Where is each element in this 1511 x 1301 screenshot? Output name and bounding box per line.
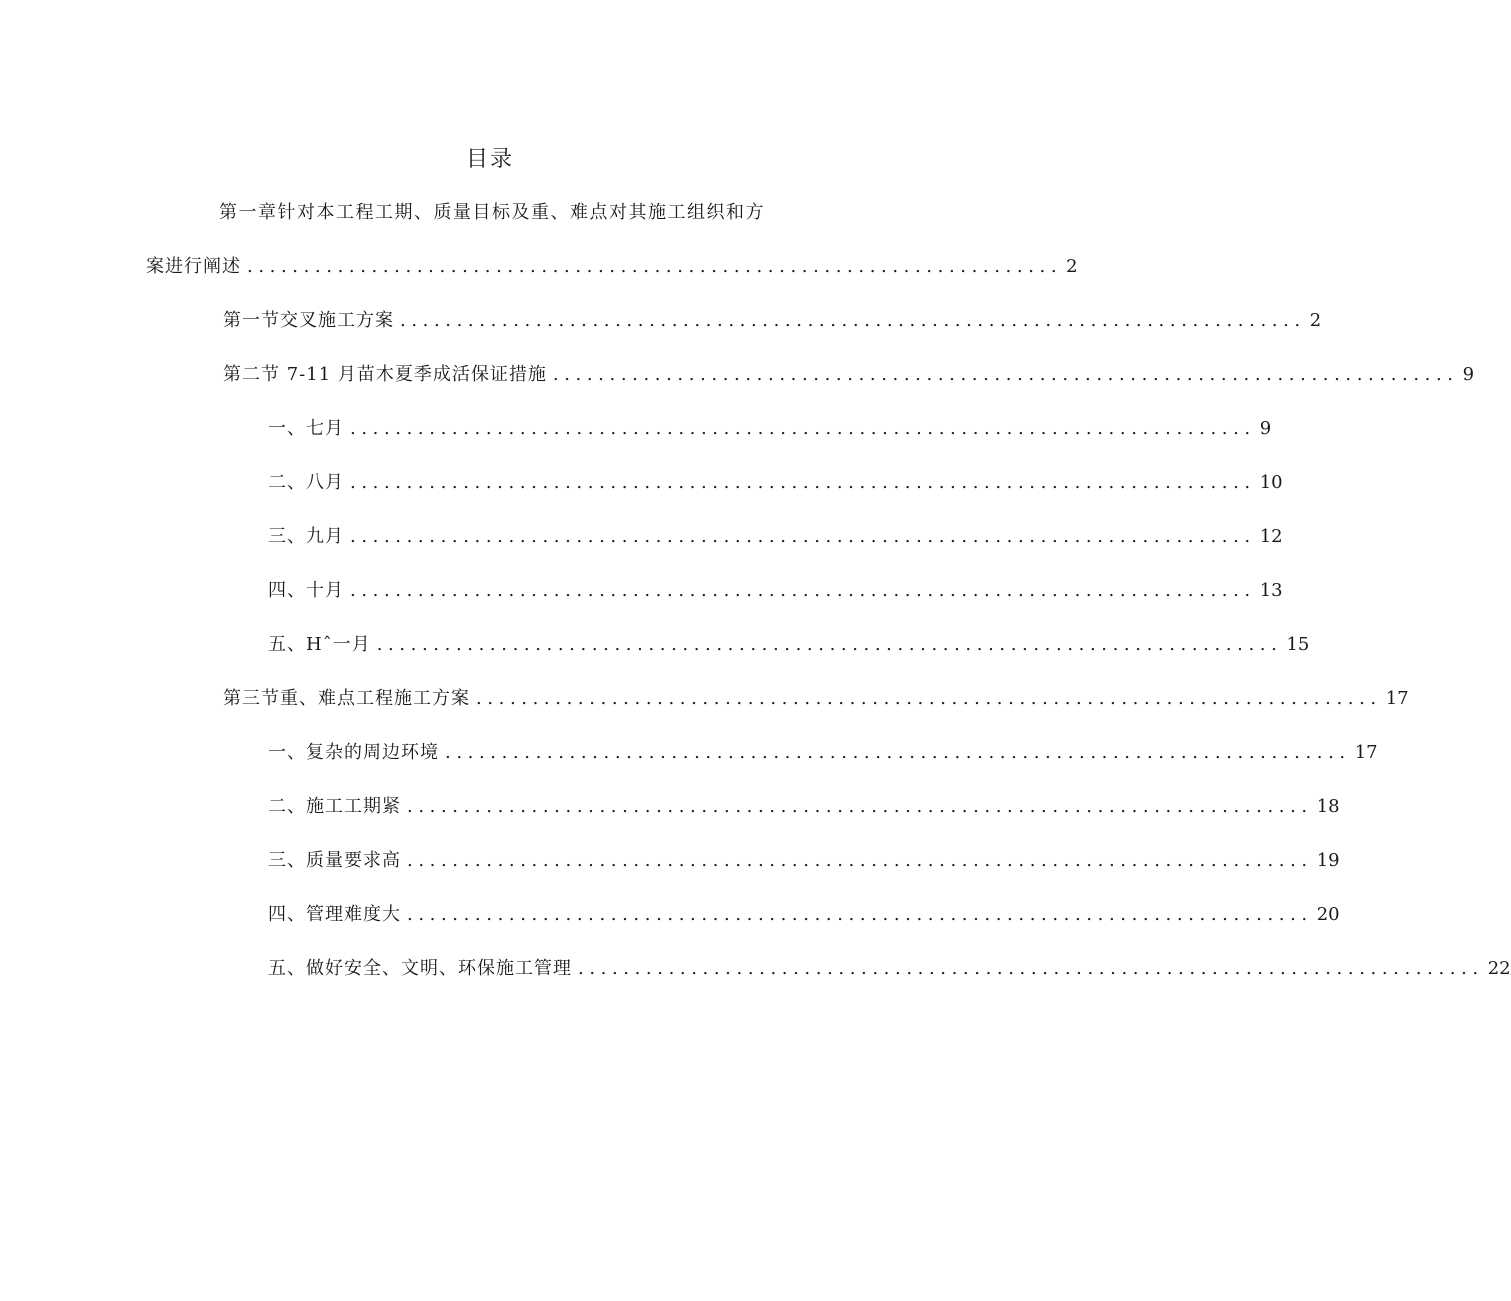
toc-dot-leader: ................................................................................ [376, 634, 1283, 655]
toc-dot-leader: ................................................................................ [407, 796, 1313, 817]
toc-entry[interactable] [223, 686, 1409, 712]
toc-page-number: 9 [1462, 364, 1475, 385]
toc-dot-leader: ................................................................................ [350, 526, 1256, 547]
toc-title: 目录 [465, 147, 514, 172]
toc-entry[interactable] [268, 470, 1283, 496]
toc-entry[interactable] [268, 740, 1378, 766]
toc-page-number: 12 [1259, 526, 1283, 547]
toc-page-number: 19 [1316, 850, 1340, 871]
toc-page-number: 2 [1309, 310, 1322, 331]
toc-entry[interactable] [268, 578, 1283, 604]
toc-page-number: 17 [1385, 688, 1409, 709]
toc-page-number: 17 [1354, 742, 1378, 763]
toc-page-number: 13 [1259, 580, 1283, 601]
toc-dot-leader: ................................................................................ [407, 904, 1313, 925]
toc-dot-leader: ................................................................................ [400, 310, 1306, 331]
toc-entry-text: 三、质量要求高 [268, 850, 401, 871]
toc-dot-leader: ................................................................................ [407, 850, 1313, 871]
toc-entry-text: 一、复杂的周边环境 [268, 742, 439, 763]
toc-dot-leader: ................................................................................ [445, 742, 1351, 763]
toc-dot-leader: ................................................................................ [552, 364, 1459, 385]
toc-page-number: 2 [1066, 256, 1078, 277]
toc-page-number: 9 [1259, 418, 1272, 439]
toc-entry-text: 五、做好安全、文明、环保施工管理 [268, 958, 572, 979]
toc-entry-text: 第二节 7-11 月苗木夏季成活保证措施 [223, 364, 547, 385]
toc-entry-text: 四、管理难度大 [268, 904, 401, 925]
toc-entry-text: 五、Hˆ一月 [268, 634, 371, 655]
toc-entry-text: 第三节重、难点工程施工方案 [223, 688, 470, 709]
toc-page-number: 10 [1259, 472, 1283, 493]
toc-entry-text: 三、九月 [268, 526, 344, 547]
toc-chapter-line-1: 第一章针对本工程工期、质量目标及重、难点对其施工组织和方 [219, 202, 765, 223]
toc-entry-text: 第一节交叉施工方案 [223, 310, 394, 331]
toc-dot-leader: ................................................................................ [350, 418, 1256, 439]
toc-entry[interactable] [223, 362, 1475, 388]
toc-entry[interactable] [223, 308, 1322, 334]
toc-entry[interactable] [268, 632, 1310, 658]
toc-entry[interactable] [268, 902, 1340, 928]
toc-dot-leader: ........................................................................ [247, 256, 1063, 277]
toc-entry[interactable] [268, 416, 1272, 442]
toc-dot-leader: ................................................................................ [350, 472, 1256, 493]
toc-entry[interactable] [268, 524, 1283, 550]
toc-entry[interactable] [268, 848, 1340, 874]
toc-entry-text: 四、十月 [268, 580, 344, 601]
toc-entry[interactable] [268, 956, 1511, 982]
toc-entry-text: 二、八月 [268, 472, 344, 493]
toc-entry-text: 一、七月 [268, 418, 344, 439]
toc-page-number: 20 [1316, 904, 1340, 925]
toc-entry-text: 案进行阐述 [146, 256, 241, 277]
toc-page-number: 22 [1487, 958, 1511, 979]
toc-dot-leader: ................................................................................ [476, 688, 1382, 709]
toc-dot-leader: ................................................................................ [578, 958, 1484, 979]
toc-entry-chapter[interactable] [146, 254, 1078, 280]
toc-page-number: 15 [1286, 634, 1310, 655]
toc-dot-leader: ................................................................................ [350, 580, 1256, 601]
toc-page-number: 18 [1316, 796, 1340, 817]
toc-entry-text: 二、施工工期紧 [268, 796, 401, 817]
toc-entry[interactable] [268, 794, 1340, 820]
